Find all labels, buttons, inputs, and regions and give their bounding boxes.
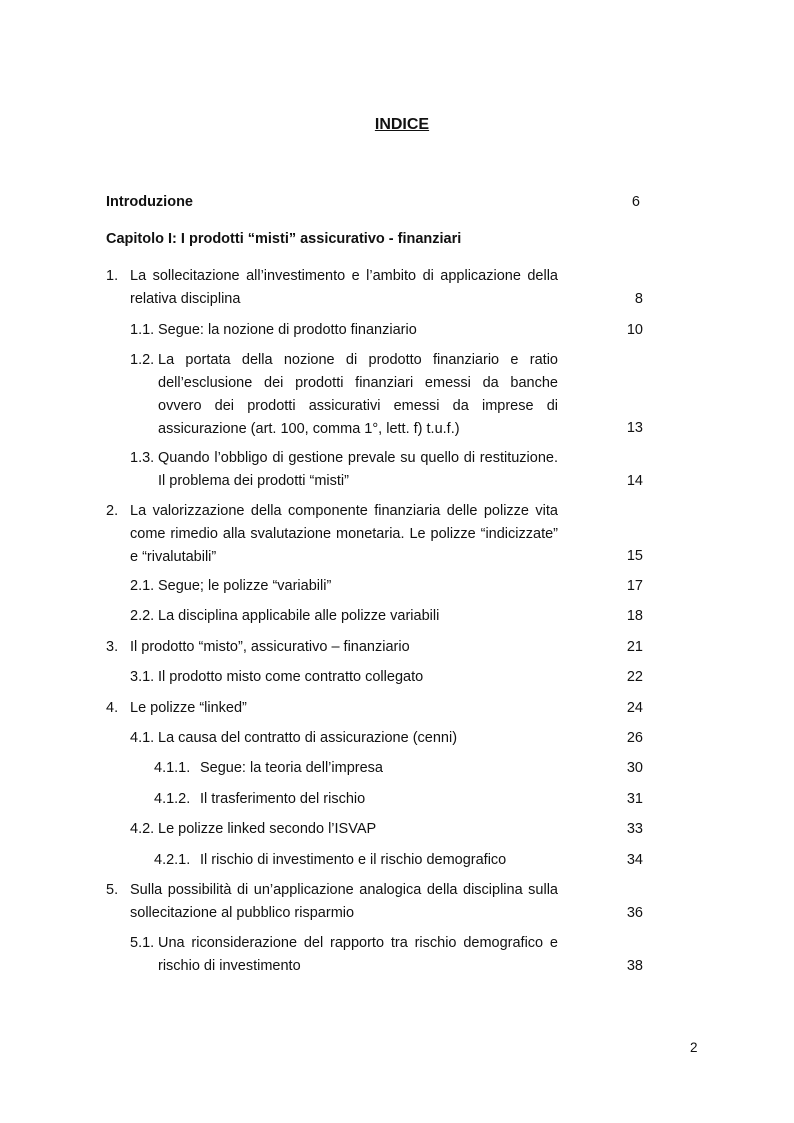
toc-entry-number: 2. [106, 503, 119, 519]
toc-entry-text: Il prodotto misto come contratto collegato [158, 669, 424, 685]
toc-entry-page: 18 [626, 608, 643, 624]
toc-entry-text: Il rischio di investimento e il rischio demografico [200, 852, 507, 868]
toc-entry-page: 36 [626, 905, 643, 921]
toc-entry-page: 22 [626, 669, 643, 685]
toc-entry-number: 2.1. [130, 578, 155, 594]
toc-entry-page: 14 [626, 473, 643, 489]
toc-entry-text: Il trasferimento del rischio [200, 791, 366, 807]
toc-entry-number: 4.2.1. [154, 852, 191, 868]
toc-entry-number: 4. [106, 700, 119, 716]
toc-entry-page: 8 [634, 291, 643, 307]
toc-entry-number: 4.1.2. [154, 791, 191, 807]
toc-entry-page: 38 [626, 958, 643, 974]
toc-entry-page: 13 [626, 420, 643, 436]
toc-entry-page: 30 [626, 760, 643, 776]
toc-entry-number: 4.1.1. [154, 760, 191, 776]
toc-intro-page: 6 [631, 194, 640, 210]
page-title: INDICE [374, 116, 430, 133]
toc-entry-text: La causa del contratto di assicurazione (cenni) [158, 730, 458, 746]
toc-entry-text: Una riconsiderazione del rapporto tra rischio demografico e rischio di investimento [158, 935, 558, 974]
toc-entry-text: Sulla possibilità di un’applicazione analogica della disciplina sulla sollecitazione al pubblico risparmio [130, 882, 558, 921]
toc-entry-number: 4.2. [130, 821, 155, 837]
toc-entry-page: 21 [626, 639, 643, 655]
toc-entry-text: La sollecitazione all’investimento e l’ambito di applicazione della relativa disciplina [130, 268, 558, 307]
toc-entry-text: Le polizze linked secondo l’ISVAP [158, 821, 377, 837]
toc-entry-number: 5. [106, 882, 119, 898]
toc-entry-page: 31 [626, 791, 643, 807]
page-number: 2 [690, 1040, 698, 1055]
toc-entry-text: Segue: la nozione di prodotto finanziario [158, 322, 417, 338]
toc-entry-number: 1.2. [130, 352, 155, 368]
toc-entry-text: La portata della nozione di prodotto finanziario e ratio dell’esclusione dei prodotti finanziari emessi da banche ovvero dei prodotti assicurativi emessi da imprese di assicurazione (art. 100, comma 1°, lett. f) t.u.f.) [158, 352, 558, 437]
toc-entry-number: 4.1. [130, 730, 155, 746]
toc-entry-text: Le polizze “linked” [130, 700, 247, 716]
toc-entry-text: La valorizzazione della componente finanziaria delle polizze vita come rimedio alla svalutazione monetaria. Le polizze “indicizzate” e “rivalutabili” [130, 503, 558, 565]
toc-entry-page: 10 [626, 322, 643, 338]
toc-entry-number: 3. [106, 639, 119, 655]
toc-entry-number: 3.1. [130, 669, 155, 685]
toc-entry-page: 15 [626, 548, 643, 564]
toc-entry-number: 2.2. [130, 608, 155, 624]
toc-entry-number: 1.1. [130, 322, 155, 338]
toc-entry-number: 1.3. [130, 450, 155, 466]
toc-entry-text: Segue; le polizze “variabili” [158, 578, 332, 594]
toc-entry-number: 5.1. [130, 935, 155, 951]
toc-entry-page: 34 [626, 852, 643, 868]
toc-entry-page: 33 [626, 821, 643, 837]
toc-entry-page: 26 [626, 730, 643, 746]
toc-entry-text: La disciplina applicabile alle polizze variabili [158, 608, 440, 624]
toc-entry-text: Quando l’obbligo di gestione prevale su quello di restituzione. Il problema dei prodotti “misti” [158, 450, 558, 489]
toc-entry-page: 17 [626, 578, 643, 594]
toc-entry-number: 1. [106, 268, 119, 284]
toc-chapter-title: Capitolo I: I prodotti “misti” assicurativo - finanziari [106, 231, 462, 247]
toc-entry-text: Il prodotto “misto”, assicurativo – finanziario [130, 639, 410, 655]
toc-entry-text: Segue: la teoria dell’impresa [200, 760, 383, 776]
toc-intro-label: Introduzione [106, 194, 193, 210]
toc-entry-page: 24 [626, 700, 643, 716]
